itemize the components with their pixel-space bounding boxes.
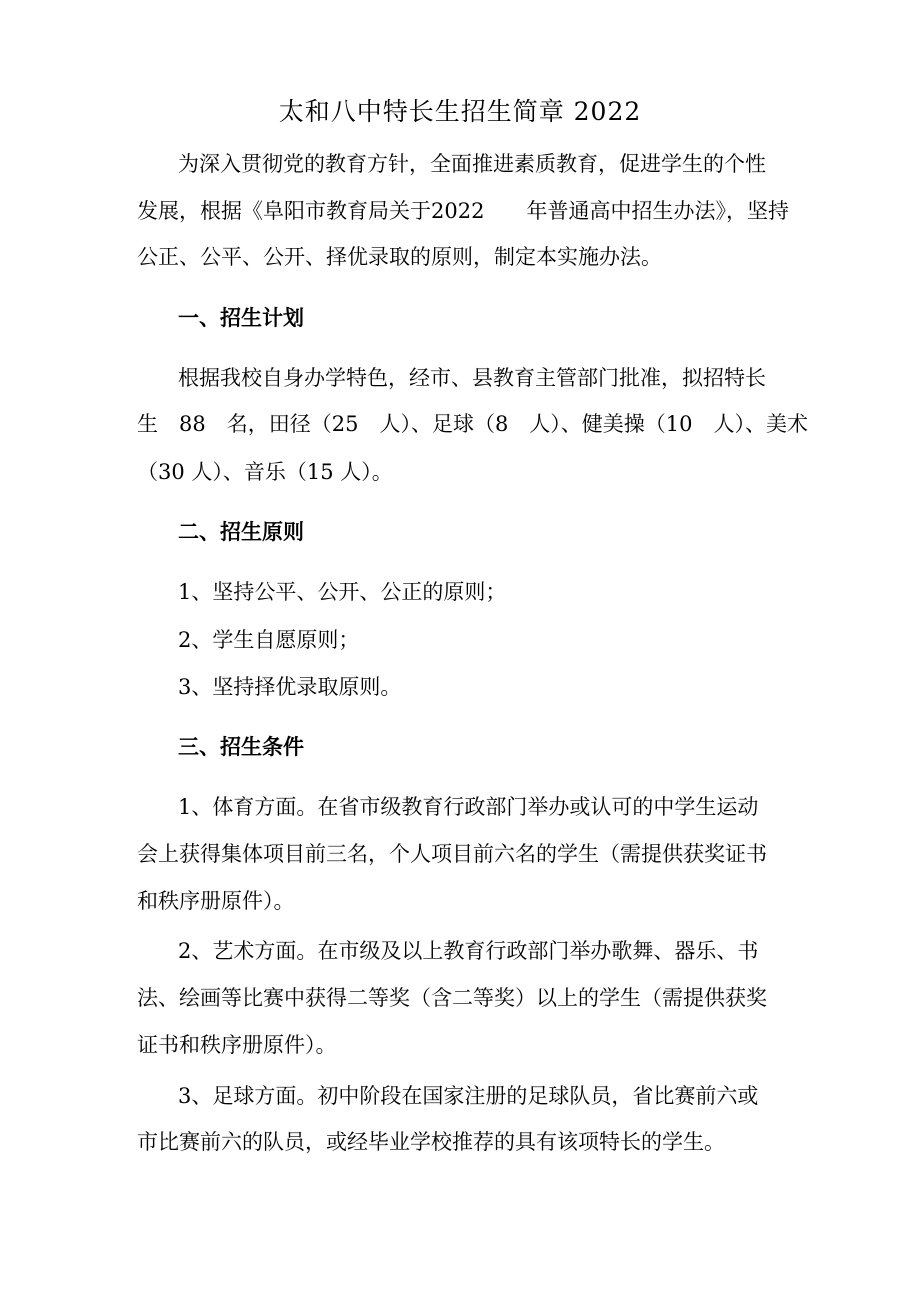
section3-item3-line-2: 市比赛前六的队员，或经毕业学校推荐的具有该项特长的学生。 (137, 1130, 725, 1154)
intro-line-3: 公正、公平、公开、择优录取的原则，制定本实施办法。 (137, 245, 662, 269)
section1-line-2: 生 88 名，田径（25 人）、足球（8 人）、健美操（10 人）、美术 (137, 412, 809, 436)
section3-item1-line-2: 会上获得集体项目前三名，个人项目前六名的学生（需提供获奖证书 (137, 842, 767, 866)
section1-heading: 一、招生计划 (178, 305, 304, 330)
section3-item2-line-2: 法、绘画等比赛中获得二等奖（含二等奖）以上的学生（需提供获奖 (137, 986, 767, 1010)
section1-line-3: （30 人）、音乐（15 人）。 (137, 460, 393, 484)
section2-item-2: 2、学生自愿原则； (178, 628, 360, 652)
section3-item2-line-1: 2、艺术方面。在市级及以上教育行政部门举办歌舞、器乐、书 (178, 939, 759, 963)
section3-item3-line-1: 3、足球方面。初中阶段在国家注册的足球队员，省比赛前六或 (178, 1084, 759, 1108)
section3-item2-line-3: 证书和秩序册原件）。 (137, 1033, 337, 1057)
intro-line-2: 发展，根据《阜阳市教育局关于2022 年普通高中招生办法》，坚持 (137, 199, 789, 223)
section3-item1-line-1: 1、体育方面。在省市级教育行政部门举办或认可的中学生运动 (178, 795, 759, 819)
section3-heading: 三、招生条件 (178, 734, 304, 759)
intro-line-1: 为深入贯彻党的教育方针，全面推进素质教育，促进学生的个性 (178, 152, 766, 176)
section3-item1-line-3: 和秩序册原件）。 (137, 889, 295, 913)
section2-heading: 二、招生原则 (178, 519, 304, 544)
section2-item-1: 1、坚持公平、公开、公正的原则； (178, 580, 507, 604)
page-title: 太和八中特长生招生简章 2022 (278, 97, 642, 126)
section1-line-1: 根据我校自身办学特色，经市、县教育主管部门批准，拟招特长 (178, 366, 766, 390)
section2-item-3: 3、坚持择优录取原则。 (178, 675, 402, 699)
